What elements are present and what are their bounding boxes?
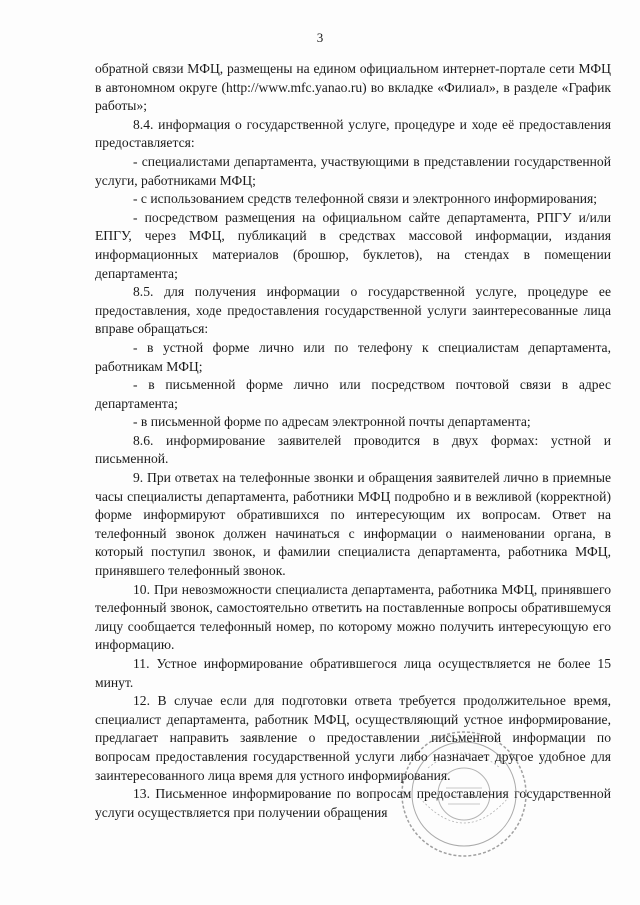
- document-body: [95, 60, 611, 822]
- official-seal-stamp: [398, 728, 530, 860]
- paragraph: - в устной форме лично или по телефону к специалистам департамента, работникам МФЦ;: [95, 339, 611, 374]
- paragraph: - в письменной форме лично или посредством почтовой связи в адрес департамента;: [95, 377, 611, 411]
- paragraph: 8.6. информирование заявителей проводится в двух формах: устной и письменной.: [95, 432, 611, 467]
- paragraph: 9. При ответах на телефонные звонки и обращения заявителей лично в приемные часы специалисты департамента, работники МФЦ подробно и в вежливой (корректной) форме информируют обратившихся по интересующим их вопросам. Ответ на телефонный звонок должен начинаться с информации о наименовании органа, в который поступил звонок, и фамилии специалиста департамента, работника МФЦ, принявшего телефонный звонок.: [95, 470, 611, 579]
- paragraph: 8.4. информация о государственной услуге, процедуре и ходе её предоставления предоставляется:: [95, 116, 611, 151]
- paragraph: - с использованием средств телефонной связи и электронного информирования;: [133, 191, 598, 207]
- page-number: 3: [316, 30, 324, 45]
- paragraph: 11. Устное информирование обратившегося лица осуществляется не более 15 минут.: [95, 656, 611, 690]
- paragraph: - посредством размещения на официальном сайте департамента, РПГУ и/или ЕПГУ, через МФЦ, публикаций в средствах массовой информации, издания информационных материалов (брошюр, буклетов), на стендах в помещении департамента;: [95, 209, 611, 281]
- paragraph: 12. В случае если для подготовки ответа требуется продолжительное время, специалист департамента, работник МФЦ, осуществляющий устное информирование, предлагает направить заявление о предоставлении письменной информации по вопросам предоставления государственной услуги либо назначает другое удобное для заинтересованного лица время для устного информирования.: [95, 693, 611, 783]
- paragraph: 13. Письменное информирование по вопросам предоставления государственной услуги осуществляется при получении обращения: [95, 786, 611, 820]
- paragraph: - в письменной форме по адресам электронной почты департамента;: [133, 414, 531, 430]
- paragraph: 8.5. для получения информации о государственной услуге, процедуре ее предоставления, ходе предоставления государственной услуги заинтересованные лица вправе обращаться:: [95, 284, 611, 337]
- paragraph: обратной связи МФЦ, размещены на едином официальном интернет-портале сети МФЦ в автономном округе (http://www.mfc.yanao.ru) во вкладке «Филиал», в разделе «График работы»;: [95, 61, 611, 114]
- paragraph: 10. При невозможности специалиста департамента, работника МФЦ, принявшего телефонный звонок, самостоятельно ответить на поставленные вопросы обратившемуся лицу сообщается телефонный номер, по которому можно получить интересующую его информацию.: [95, 581, 611, 653]
- paragraph: - специалистами департамента, участвующими в представлении государственной услуги, работниками МФЦ;: [95, 153, 611, 188]
